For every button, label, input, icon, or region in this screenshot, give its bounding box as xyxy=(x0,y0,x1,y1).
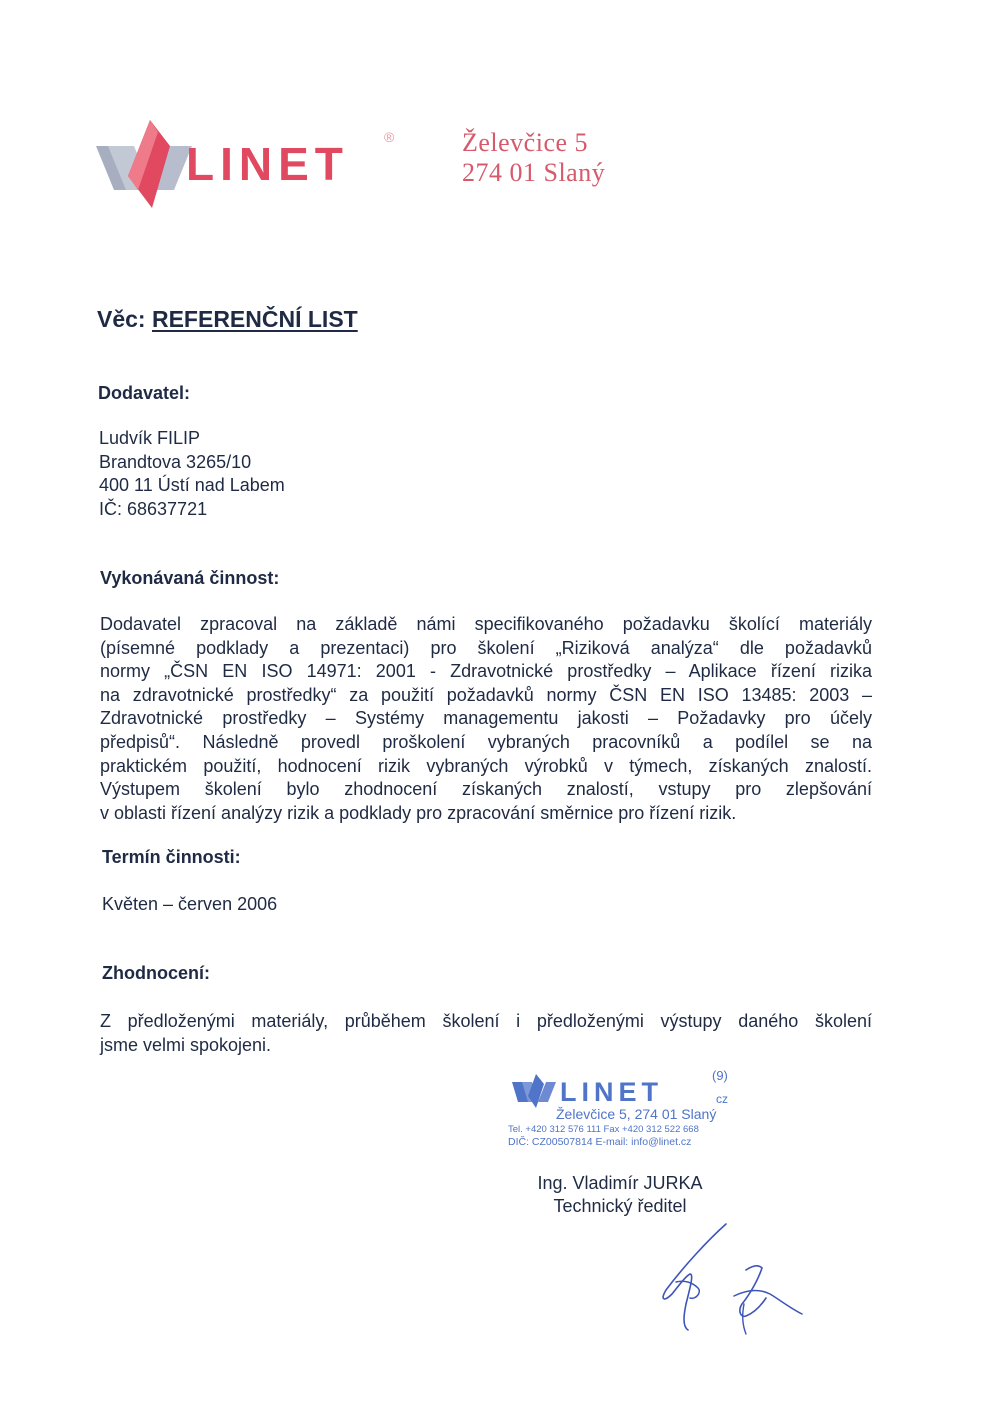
term-heading: Termín činnosti: xyxy=(102,847,241,867)
address-street: Želevčice 5 xyxy=(462,128,589,157)
supplier-name: Ludvík FILIP xyxy=(99,428,201,448)
evaluation-text xyxy=(100,1010,872,1057)
activity-text xyxy=(100,613,872,825)
stamp-suffix: cz xyxy=(716,1092,728,1106)
supplier-heading: Dodavatel: xyxy=(98,383,191,403)
activity-line: Dodavatel zpracoval na základě námi specifikovaného požadavku školící materiály xyxy=(100,614,872,634)
signatory-name: Ing. Vladimír JURKA xyxy=(537,1173,703,1193)
address-city: 274 01 Slaný xyxy=(462,158,606,187)
stamp-phone-fax: Tel. +420 312 576 111 Fax +420 312 522 668 xyxy=(508,1124,699,1135)
supplier-city: 400 11 Ústí nad Labem xyxy=(99,475,285,495)
supplier-street: Brandtova 3265/10 xyxy=(99,451,252,472)
registered-mark: ® xyxy=(384,129,395,145)
company-stamp xyxy=(506,1066,738,1152)
supplier-ic: IČ: 68637721 xyxy=(99,498,208,519)
logo-wordmark: LINET xyxy=(186,138,349,190)
letterhead-address xyxy=(462,128,605,188)
activity-line: předpisů“. Následně provedl proškolení vybraných pracovníků a podílel se na xyxy=(100,731,872,752)
evaluation-line: jsme velmi spokojeni. xyxy=(100,1034,272,1055)
linet-logo xyxy=(94,118,404,210)
activity-line: normy „ČSN EN ISO 14971: 2001 - Zdravotnické prostředky – Aplikace řízení rizika xyxy=(100,661,872,682)
stamp-number: (9) xyxy=(712,1068,728,1083)
subject-label: Věc: xyxy=(97,306,146,332)
activity-line: na zdravotnické prostředky“ za použití požadavků normy ČSN EN ISO 13485: 2003 – xyxy=(100,684,872,705)
activity-heading: Vykonávaná činnost: xyxy=(100,568,280,588)
stamp-tax-email: DIČ: CZ00507814 E-mail: info@linet.cz xyxy=(508,1136,692,1148)
activity-line: v oblasti řízení analýzy rizik a podklady pro zpracování směrnice pro řízení rizik. xyxy=(100,802,737,823)
activity-line: Výstupem školení bylo zhodnocení získaných znalostí, vstupy pro zlepšování xyxy=(100,779,872,800)
subject-line xyxy=(97,306,358,333)
evaluation-heading: Zhodnocení: xyxy=(102,963,210,983)
stamp-wordmark: LINET xyxy=(560,1077,663,1107)
stamp-logo xyxy=(510,1072,700,1108)
handwritten-signature xyxy=(650,1218,820,1348)
activity-line: Zdravotnické prostředky – Systémy managementu jakosti – Požadavky pro účely xyxy=(100,708,872,729)
term-value: Květen – červen 2006 xyxy=(102,894,278,914)
signatory-block xyxy=(500,1172,740,1218)
supplier-address xyxy=(99,427,285,521)
activity-line: praktickém použití, hodnocení rizik vybraných výrobků v týmech, získaných znalostí. xyxy=(100,755,872,776)
evaluation-line: Z předloženými materiály, průběhem školení i předloženými výstupy daného školení xyxy=(100,1011,872,1031)
activity-line: (písemné podklady a prezentaci) pro školení „Riziková analýza“ dle požadavků xyxy=(100,637,872,658)
subject-value: REFERENČNÍ LIST xyxy=(151,306,358,332)
stamp-address: Želevčice 5, 274 01 Slaný xyxy=(556,1106,717,1122)
signatory-title: Technický ředitel xyxy=(553,1196,687,1216)
